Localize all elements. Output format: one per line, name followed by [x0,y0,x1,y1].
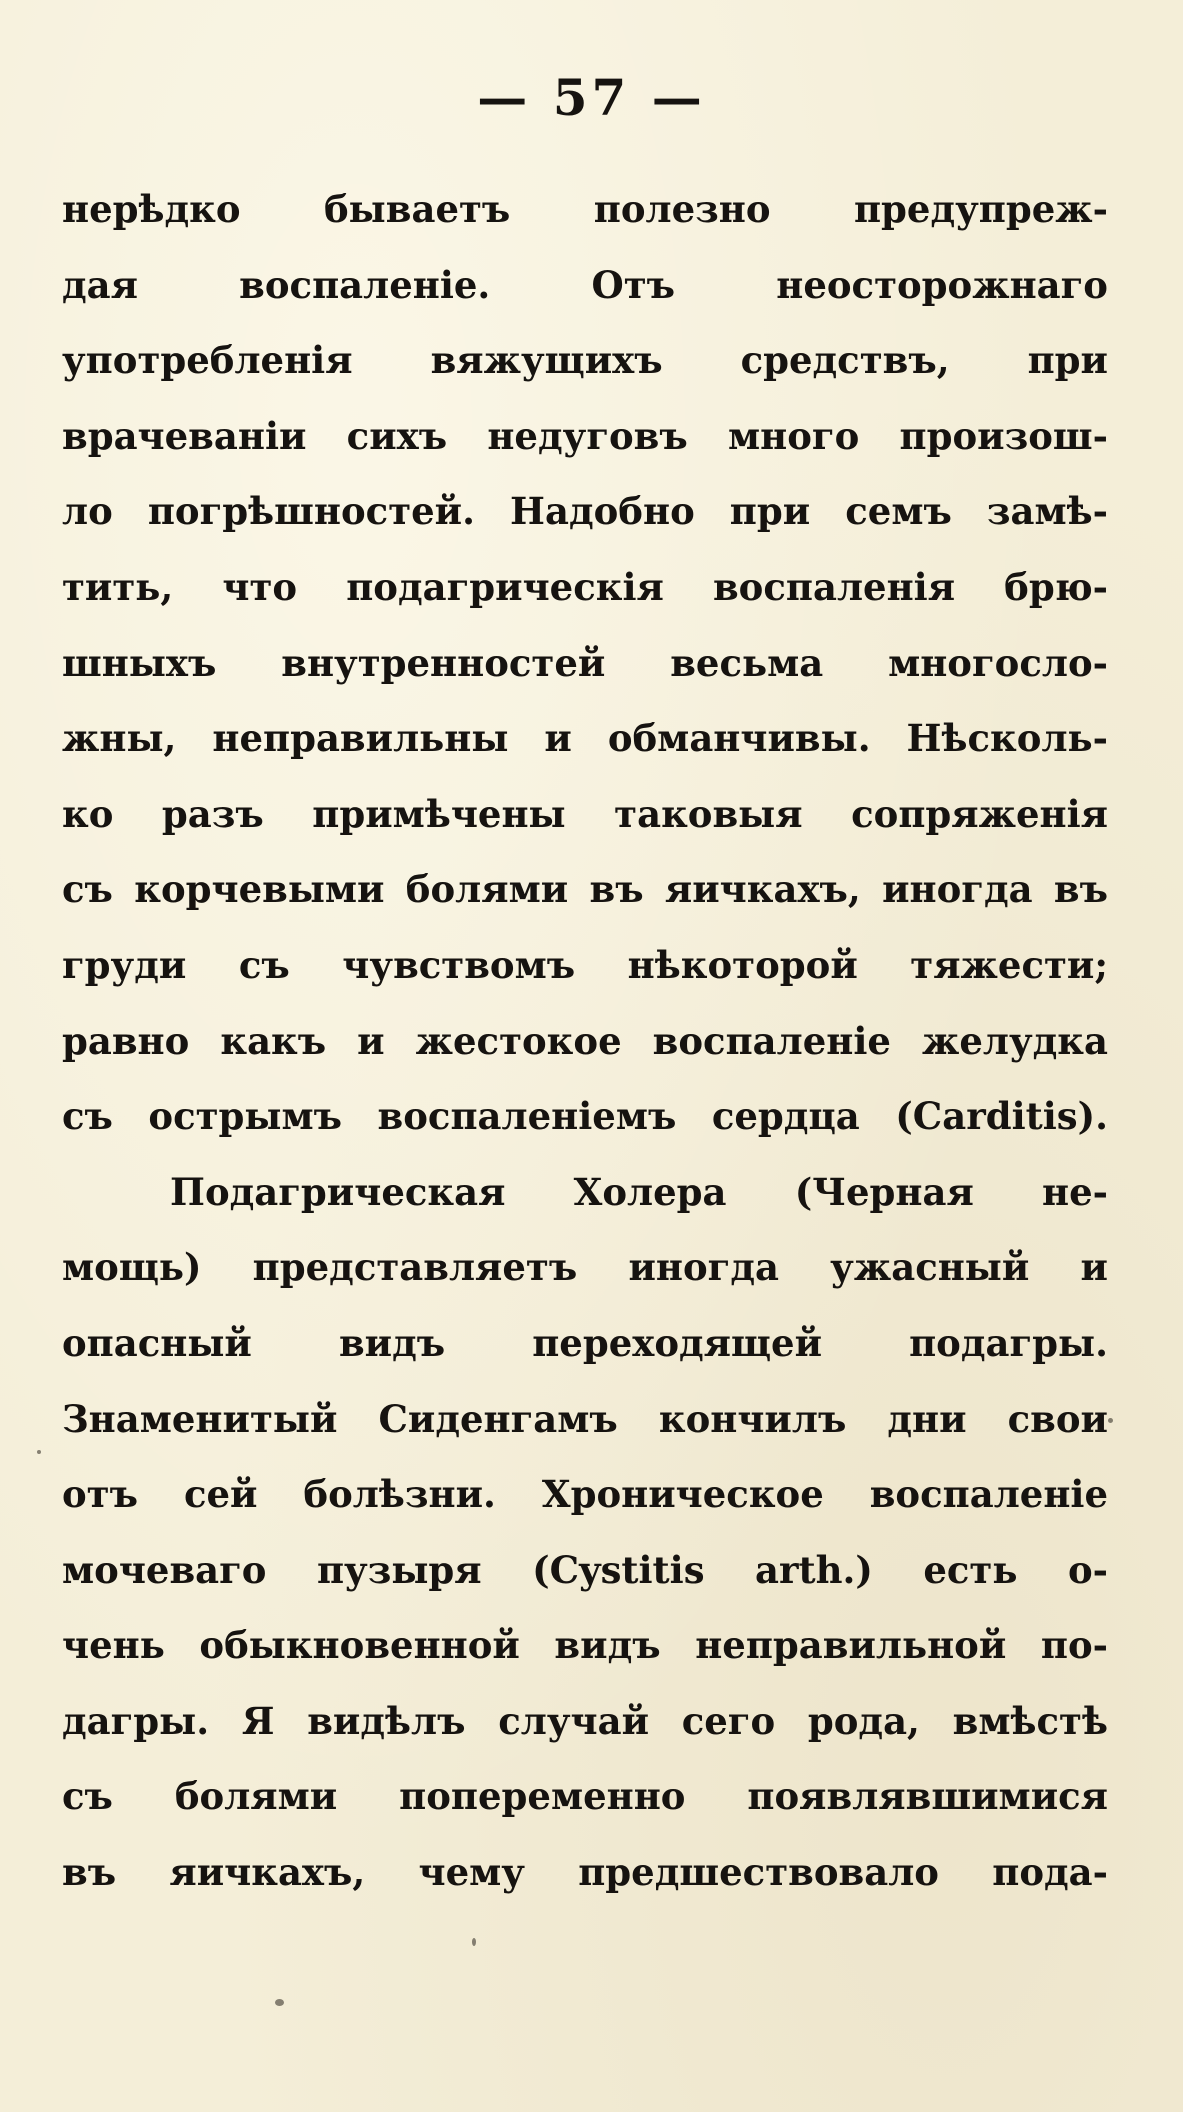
text-line: дая воспаленіе. Отъ неосторожнаго [62,262,1108,307]
text-line: ко разъ примѣчены таковыя сопряженія [62,791,1108,836]
text-line: въ яичкахъ, чему предшествовало пода- [62,1850,1108,1895]
text-line: груди съ чувствомъ нѣкоторой тяжести; [62,942,1108,987]
paragraph-start-line: Подагрическая Холера (Черная не- [170,1169,1108,1214]
text-line: опасный видъ переходящей подагры. [62,1320,1108,1365]
paper-speck [1108,1418,1113,1423]
text-line: жны, неправильны и обманчивы. Нѣсколь- [62,716,1108,761]
body-text [62,172,1108,1911]
text-line: съ острымъ воспаленіемъ сердца (Carditis). [62,1094,1108,1139]
text-line: врачеваніи сихъ недуговъ много произош- [62,413,1108,458]
text-line: мочеваго пузыря (Cystitis arth.) есть о- [62,1547,1108,1592]
page-number: — 57 — [477,68,706,127]
text-line: дагры. Я видѣлъ случай сего рода, вмѣстѣ [62,1698,1108,1743]
paper-speck [37,1450,41,1454]
paper-speck [472,1938,476,1946]
text-line: шныхъ внутренностей весьма многосло- [62,640,1108,685]
text-line: съ корчевыми болями въ яичкахъ, иногда въ [62,867,1108,912]
text-line: чень обыкновенной видъ неправильной по- [62,1623,1108,1668]
paper-speck [275,1999,284,2006]
text-line: равно какъ и жестокое воспаленіе желудка [62,1018,1108,1063]
text-line: тить, что подагрическія воспаленія брю- [62,564,1108,609]
text-line: съ болями попеременно появлявшимися [62,1774,1108,1819]
text-line: употребленія вяжущихъ средствъ, при [62,338,1108,383]
text-line: мощь) представляетъ иногда ужасный и [62,1245,1108,1290]
text-line: нерѣдко бываетъ полезно предупреж- [62,187,1108,231]
text-line: ло погрѣшностей. Надобно при семъ замѣ- [62,489,1108,534]
text-line: отъ сей болѣзни. Хроническое воспаленіе [62,1472,1108,1517]
text-line: Знаменитый Сиденгамъ кончилъ дни свои [62,1396,1108,1441]
